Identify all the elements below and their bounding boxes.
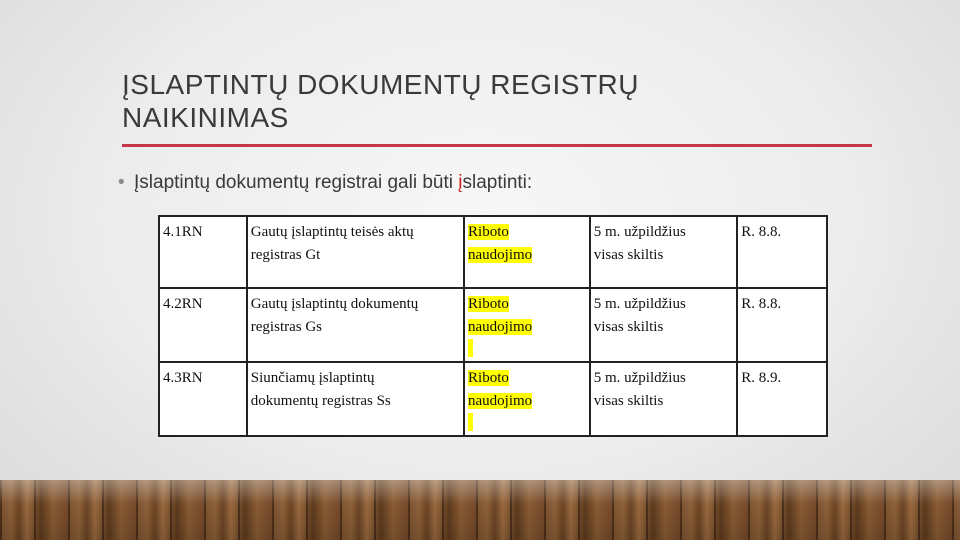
cell-code: 4.2RN [159, 288, 247, 362]
floor-shading [0, 480, 960, 540]
cell-term-line2: visas skiltis [593, 247, 664, 263]
registry-table [158, 215, 828, 437]
cell-name [247, 362, 464, 436]
cell-name [247, 216, 464, 288]
bullet-item [118, 172, 532, 194]
cell-name-line2: registras Gs [250, 319, 323, 335]
cell-level [464, 216, 590, 288]
cell-ref: R. 8.9. [737, 362, 827, 436]
bullet-text-end: slaptinti: [462, 172, 533, 193]
bullet-text-start: Įslaptintų dokumentų registrai gali būti [134, 172, 459, 193]
slide-title-line1: ĮSLAPTINTŲ DOKUMENTŲ REGISTRŲ [122, 69, 639, 100]
cell-level-line2: naudojimo [468, 319, 533, 335]
cell-ref: R. 8.8. [737, 216, 827, 288]
cell-level [464, 362, 590, 436]
cell-ref: R. 8.8. [737, 288, 827, 362]
table-row [159, 288, 827, 362]
cell-term [590, 216, 738, 288]
table-row [159, 216, 827, 288]
cell-name-line2: dokumentų registras Ss [250, 393, 391, 409]
cell-name-line2: registras Gt [250, 247, 321, 263]
cell-name [247, 288, 464, 362]
bullet-text-red-letter: į [458, 172, 463, 193]
cell-term [590, 288, 738, 362]
title-underline [122, 144, 872, 147]
cell-level-line2: naudojimo [468, 247, 533, 263]
table-row [159, 362, 827, 436]
cell-level-line2: naudojimo [468, 393, 533, 409]
cell-name-line1: Siunčiamų įslaptintų [250, 370, 375, 386]
cell-term-line1: 5 m. užpildžius [593, 224, 686, 240]
cell-term-line2: visas skiltis [593, 393, 664, 409]
bullet-dot-icon: • [118, 172, 125, 193]
cell-term [590, 362, 738, 436]
cell-code: 4.1RN [159, 216, 247, 288]
cell-level-line1: Riboto [468, 370, 509, 386]
cell-level [464, 288, 590, 362]
cell-name-line1: Gautų įslaptintų dokumentų [250, 296, 419, 312]
cell-term-line2: visas skiltis [593, 319, 664, 335]
highlight-mark [468, 413, 473, 431]
cell-level-line1: Riboto [468, 224, 509, 240]
cell-name-line1: Gautų įslaptintų teisės aktų [250, 224, 414, 240]
highlight-mark [468, 339, 473, 357]
cell-level-line1: Riboto [468, 296, 509, 312]
cell-term-line1: 5 m. užpildžius [593, 370, 686, 386]
cell-code: 4.3RN [159, 362, 247, 436]
slide-title [122, 68, 842, 134]
cell-term-line1: 5 m. užpildžius [593, 296, 686, 312]
slide-title-line2: NAIKINIMAS [122, 102, 289, 133]
